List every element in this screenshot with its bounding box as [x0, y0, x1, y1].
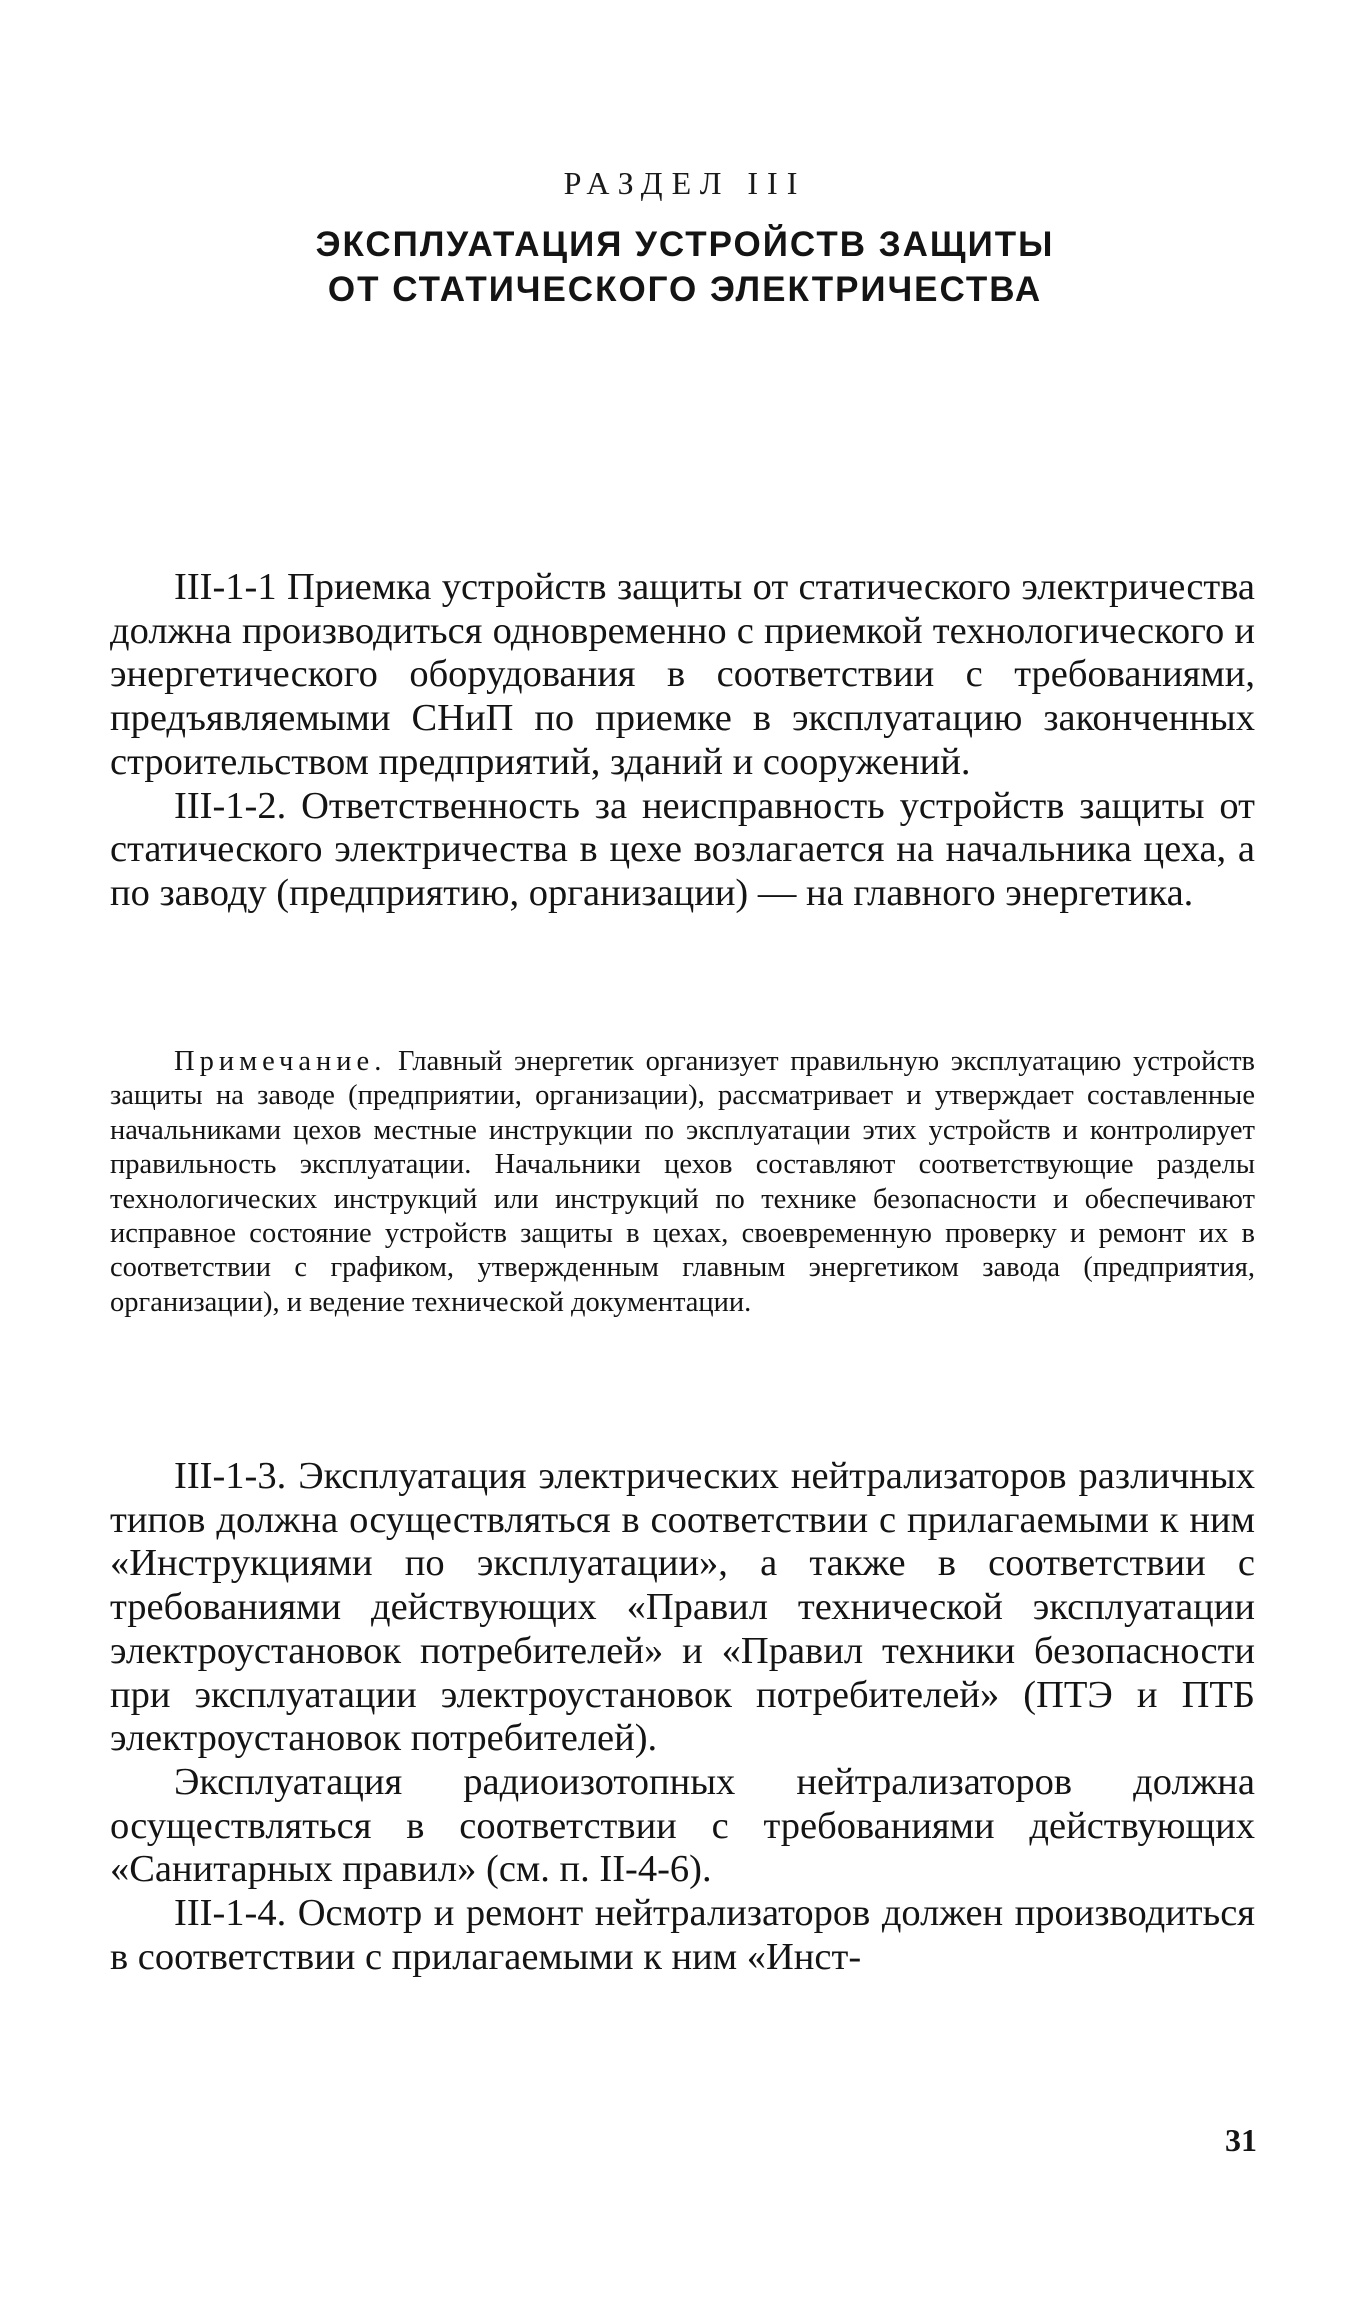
paragraph-iii-1-2: III-1-2. Ответственность за неисправность устройств защиты от статического электричества в цехе возлагается на начальника цеха, а по заводу (предприятию, организации) — на главного энергетика.	[110, 784, 1255, 914]
section-label: РАЗДЕЛ III	[563, 165, 807, 201]
section-title-line-1: ЭКСПЛУАТАЦИЯ УСТРОЙСТВ ЗАЩИТЫ	[315, 225, 1055, 264]
body-text-bottom	[110, 1455, 1255, 1979]
page-number: 31	[1225, 2122, 1257, 2158]
body-text-top	[110, 566, 1255, 916]
section-title	[0, 222, 1370, 312]
paragraph-iii-1-1: III-1-1 Приемка устройств защиты от статического электричества должна производиться одновременно с приемкой технологического и энергетического оборудования в соответствии с требованиями, предъявляемыми СНиП по приемке в эксплуатацию законченных строительством предприятий, зданий и сооружений.	[110, 566, 1255, 783]
paragraph-radioisotope: Эксплуатация радиоизотопных нейтрализаторов должна осуществляться в соответствии с требованиями действующих «Санитарных правил» (см. п. II-4-6).	[110, 1760, 1255, 1891]
note-block	[110, 1045, 1255, 1320]
section-title-line-2: ОТ СТАТИЧЕСКОГО ЭЛЕКТРИЧЕСТВА	[327, 270, 1043, 309]
note-paragraph	[110, 1045, 1255, 1320]
paragraph-iii-1-4: III-1-4. Осмотр и ремонт нейтрализаторов должен производиться в соответствии с прилагаемыми к ним «Инст-	[110, 1892, 1255, 1978]
note-text: Главный энергетик организует правильную эксплуатацию устройств защиты на заводе (предприятии, организации), рассматривает и утверждает составленные начальниками цехов местные инструкции по эксплуатации этих устройств и контролирует правильность эксплуатации. Начальники цехов составляют соответствующие разделы технологических инструкций или инструкций по технике безопасности и обеспечивают исправное состояние устройств защиты в цехах, своевременную проверку и ремонт их в соответствии с графиком, утвержденным главным энергетиком завода (предприятия, организации), и ведение технической документации.	[110, 1046, 1256, 1318]
note-label: Примечание.	[174, 1046, 387, 1077]
paragraph-iii-1-3: III-1-3. Эксплуатация электрических нейтрализаторов различных типов должна осуществляться в соответствии с прилагаемыми к ним «Инструкциями по эксплуатации», а также в соответствии с требованиями действующих «Правил технической эксплуатации электроустановок потребителей» и «Правил техники безопасности при эксплуатации электроустановок потребителей» (ПТЭ и ПТБ электроустановок потребителей).	[110, 1455, 1255, 1760]
